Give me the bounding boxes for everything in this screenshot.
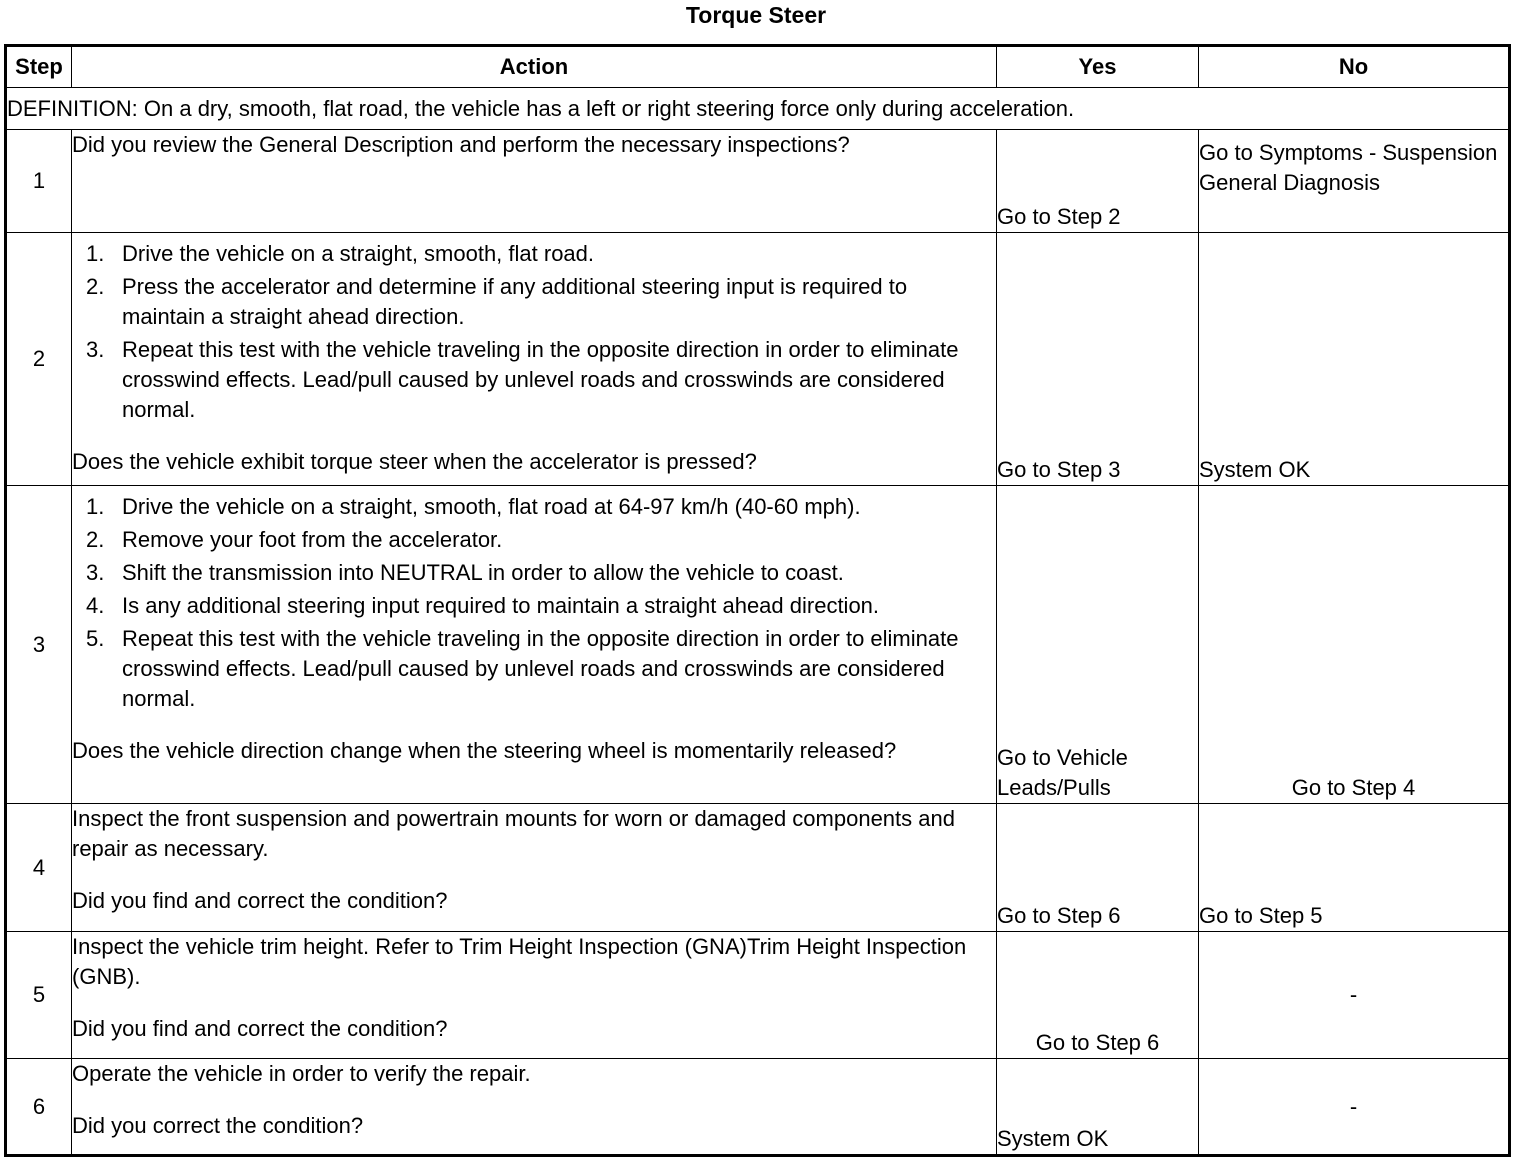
yes-cell: Go to Vehicle Leads/Pulls: [997, 486, 1199, 804]
yes-cell: Go to Step 6: [997, 932, 1199, 1059]
no-cell: Go to Step 5: [1199, 804, 1510, 932]
action-cell: [72, 130, 997, 233]
step-number: 3: [6, 486, 72, 804]
list-item: 3. Shift the transmission into NEUTRAL in order to allow the vehicle to coast.: [86, 560, 844, 585]
action-steps-list: [72, 239, 996, 425]
table-row: [6, 1059, 1510, 1156]
step-number: 5: [6, 932, 72, 1059]
yes-cell: Go to Step 2: [997, 130, 1199, 233]
list-item: 1. Drive the vehicle on a straight, smooth, flat road at 64-97 km/h (40-60 mph).: [86, 494, 861, 519]
no-cell: Go to Step 4: [1199, 486, 1510, 804]
yes-cell: System OK: [997, 1059, 1199, 1156]
no-cell: -: [1199, 1059, 1510, 1156]
table-row: [6, 486, 1510, 804]
action-text: Did you review the General Description and perform the necessary inspections?: [72, 132, 850, 157]
step-number: 4: [6, 804, 72, 932]
action-cell: [72, 932, 997, 1059]
no-cell: Go to Symptoms - Suspension General Diagnosis: [1199, 130, 1510, 233]
step-number: 1: [6, 130, 72, 233]
table-row: [6, 804, 1510, 932]
list-item: 2. Remove your foot from the accelerator.: [86, 527, 503, 552]
action-steps-list: [72, 492, 996, 714]
action-text: Inspect the front suspension and powertrain mounts for worn or damaged components and repair as necessary.: [72, 806, 955, 861]
table-row: [6, 233, 1510, 486]
definition-text: DEFINITION: On a dry, smooth, flat road, the vehicle has a left or right steering force only during acceleration.: [6, 88, 1510, 130]
header-action: Action: [72, 46, 997, 88]
list-item: 2. Press the accelerator and determine if any additional steering input is required to maintain a straight ahead direction.: [86, 274, 908, 329]
action-cell: [72, 1059, 997, 1156]
table-row: [6, 130, 1510, 233]
header-no: No: [1199, 46, 1510, 88]
definition-row: [6, 88, 1510, 130]
document-title: Torque Steer: [685, 2, 827, 28]
action-question: Did you correct the condition?: [72, 1113, 364, 1138]
action-question: Does the vehicle direction change when the steering wheel is momentarily released?: [72, 738, 897, 763]
step-number: 2: [6, 233, 72, 486]
no-cell: -: [1199, 932, 1510, 1059]
action-question: Did you find and correct the condition?: [72, 1016, 448, 1041]
step-number: 6: [6, 1059, 72, 1156]
yes-cell: Go to Step 6: [997, 804, 1199, 932]
list-item: 4. Is any additional steering input required to maintain a straight ahead direction.: [86, 593, 880, 618]
header-row: [6, 46, 1510, 88]
action-question: Did you find and correct the condition?: [72, 888, 448, 913]
header-step: Step: [6, 46, 72, 88]
action-text: Inspect the vehicle trim height. Refer to Trim Height Inspection (GNA)Trim Height Inspection (GNB).: [72, 934, 967, 989]
action-question: Does the vehicle exhibit torque steer when the accelerator is pressed?: [72, 449, 757, 474]
action-cell: [72, 486, 997, 804]
action-text: Operate the vehicle in order to verify the repair.: [72, 1061, 531, 1086]
header-yes: Yes: [997, 46, 1199, 88]
list-item: 1. Drive the vehicle on a straight, smooth, flat road.: [86, 241, 595, 266]
action-cell: [72, 804, 997, 932]
list-item: 3. Repeat this test with the vehicle traveling in the opposite direction in order to eliminate crosswind effects. Lead/pull caused by unlevel roads and crosswinds are considered normal.: [86, 337, 959, 422]
list-item: 5. Repeat this test with the vehicle traveling in the opposite direction in order to eliminate crosswind effects. Lead/pull caused by unlevel roads and crosswinds are considered normal.: [86, 626, 959, 711]
action-cell: [72, 233, 997, 486]
diagnostic-table: [4, 44, 1511, 1157]
yes-cell: Go to Step 3: [997, 233, 1199, 486]
no-cell: System OK: [1199, 233, 1510, 486]
table-row: [6, 932, 1510, 1059]
